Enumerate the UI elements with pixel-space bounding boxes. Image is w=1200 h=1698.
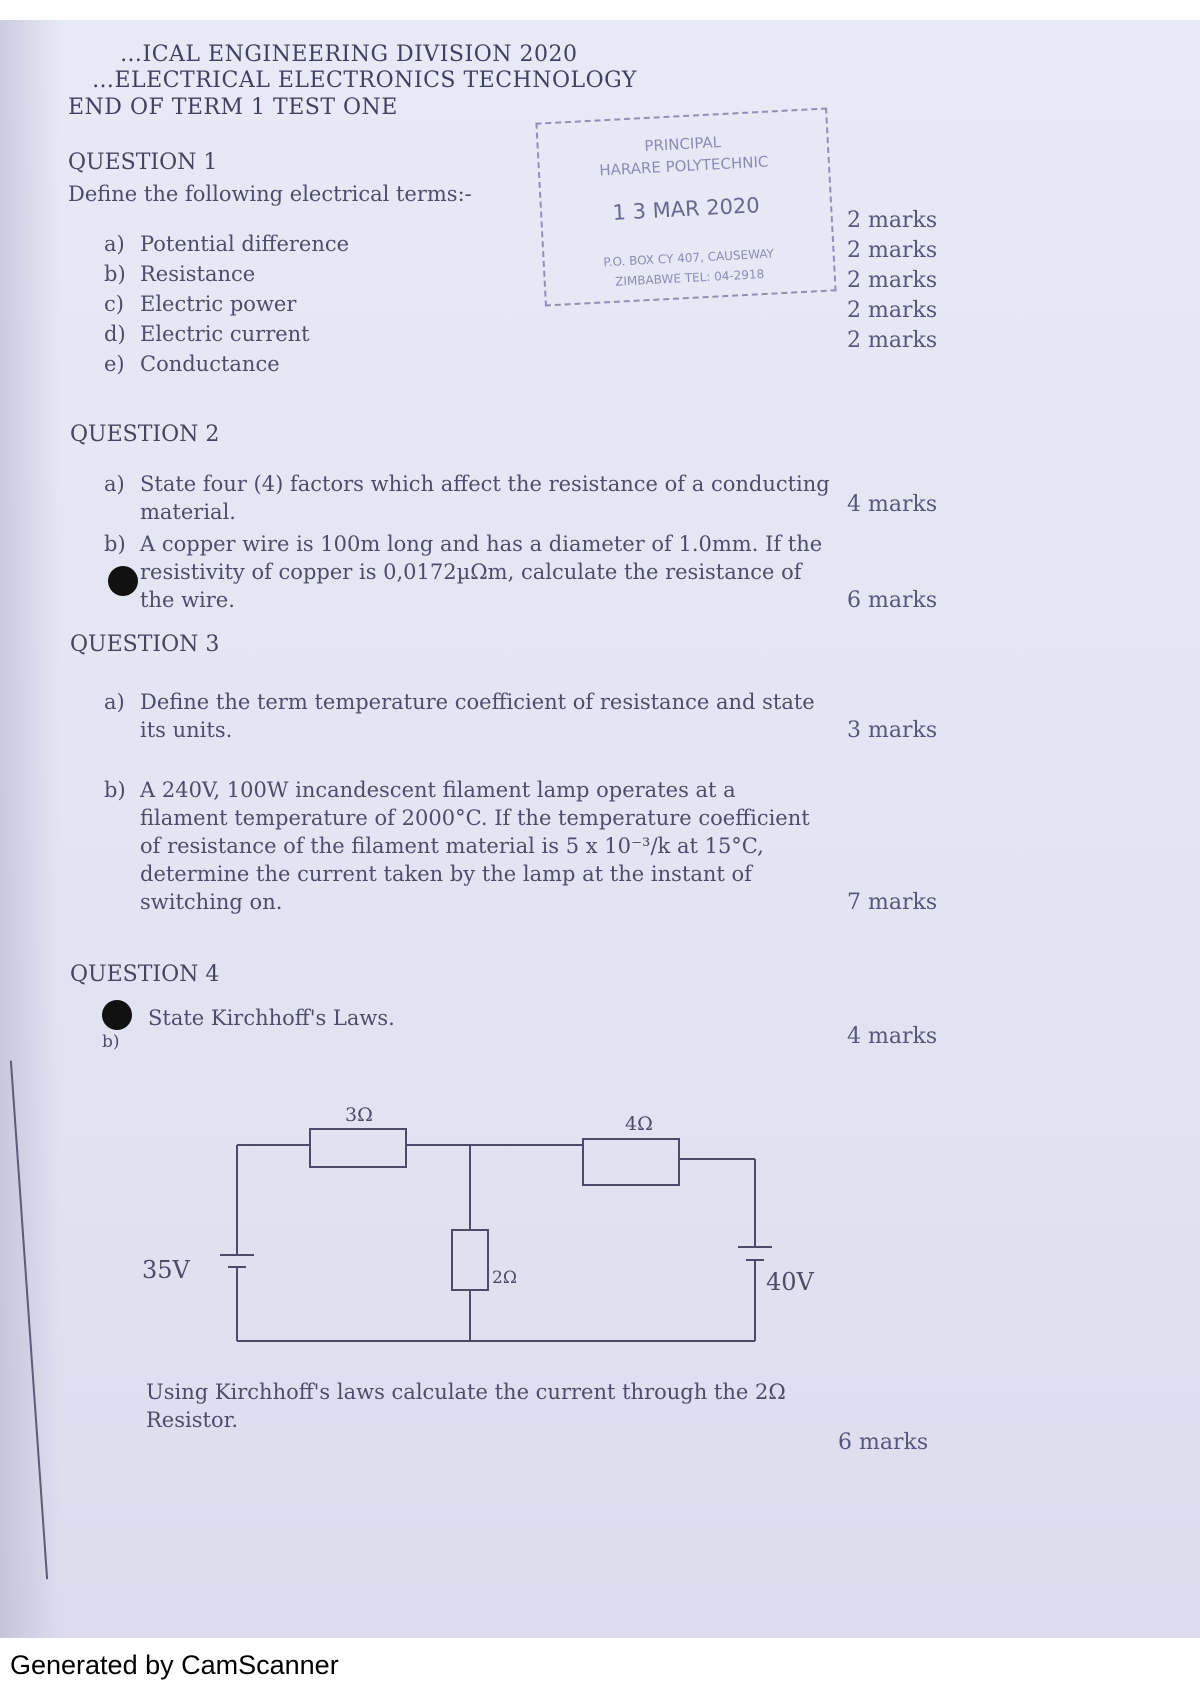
circuit-diagram [140, 1105, 860, 1355]
header-course: …ELECTRICAL ELECTRONICS TECHNOLOGY [92, 68, 637, 93]
q4-b-letter: b) [102, 1032, 120, 1052]
q2-b-line1: A copper wire is 100m long and has a diameter of 1.0mm. If the [140, 532, 823, 556]
question-3-title: QUESTION 3 [70, 632, 220, 657]
item-text: Resistance [140, 262, 256, 286]
item-letter: b) [104, 262, 126, 286]
q2-b-line3: the wire. [140, 588, 235, 612]
q3-b-line2: filament temperature of 2000°C. If the temperature coefficient [140, 806, 810, 830]
resistor-4-ohm [583, 1139, 679, 1185]
q3-b-line5: switching on. [140, 890, 283, 914]
label-35v: 35V [142, 1256, 190, 1284]
q4-b-line1: Using Kirchhoff's laws calculate the current through the 2Ω [146, 1380, 786, 1404]
item-letter: c) [104, 292, 124, 316]
q4-a-marks: 4 marks [847, 1024, 938, 1049]
item-letter: d) [104, 322, 126, 346]
q3-a-line2: its units. [140, 718, 233, 742]
punch-hole-dot [102, 1000, 132, 1030]
header-test: END OF TERM 1 TEST ONE [68, 95, 398, 120]
q1-item-b [104, 262, 255, 286]
question-1-intro: Define the following electrical terms:- [68, 182, 472, 206]
question-2-title: QUESTION 2 [70, 422, 220, 447]
q2-a-line2: material. [140, 500, 236, 524]
q4-a-text: State Kirchhoff's Laws. [148, 1006, 395, 1030]
stamp-address: P.O. BOX CY 407, CAUSEWAY [603, 246, 775, 270]
q1-b-marks: 2 marks [847, 238, 938, 263]
header-division: …ICAL ENGINEERING DIVISION 2020 [120, 42, 578, 67]
q2-b-line2: resistivity of copper is 0,0172µΩm, calculate the resistance of [140, 560, 802, 584]
label-3-ohm: 3Ω [345, 1105, 373, 1126]
scanned-page [0, 20, 1200, 1638]
principal-stamp [535, 107, 836, 306]
q2-a-marks: 4 marks [847, 492, 938, 517]
scanner-watermark: Generated by CamScanner [10, 1650, 339, 1680]
q1-item-c [104, 292, 296, 316]
q3-a-marks: 3 marks [847, 718, 938, 743]
resistor-2-ohm [452, 1230, 488, 1290]
q4-b-line2: Resistor. [146, 1408, 238, 1432]
q1-c-marks: 2 marks [847, 268, 938, 293]
q2-b-letter: b) [104, 532, 126, 556]
q1-a-marks: 2 marks [847, 208, 938, 233]
q3-b-line3: of resistance of the filament material is 5 x 10⁻³/k at 15°C, [140, 834, 764, 858]
q3-b-letter: b) [104, 778, 126, 802]
q4-b-marks: 6 marks [838, 1430, 929, 1455]
item-letter: a) [104, 232, 125, 256]
q3-b-line1: A 240V, 100W incandescent filament lamp operates at a [140, 778, 736, 802]
label-40v: 40V [766, 1268, 814, 1296]
q2-a-letter: a) [104, 472, 125, 496]
item-text: Conductance [140, 352, 280, 376]
resistor-3-ohm [310, 1129, 406, 1167]
q2-a-line1: State four (4) factors which affect the resistance of a conducting [140, 472, 830, 496]
q3-b-marks: 7 marks [847, 890, 938, 915]
q1-item-d [104, 322, 310, 346]
q1-d-marks: 2 marks [847, 298, 938, 323]
item-letter: e) [104, 352, 125, 376]
q1-item-e [104, 352, 280, 376]
question-1-title: QUESTION 1 [68, 150, 218, 175]
stamp-phone: ZIMBABWE TEL: 04-2918 [614, 267, 765, 289]
stamp-date: 1 3 MAR 2020 [611, 193, 761, 225]
q2-b-marks: 6 marks [847, 588, 938, 613]
q3-b-line4: determine the current taken by the lamp at the instant of [140, 862, 752, 886]
item-text: Electric current [140, 322, 310, 346]
question-4-title: QUESTION 4 [70, 962, 220, 987]
punch-hole-dot [108, 566, 138, 596]
q3-a-letter: a) [104, 690, 125, 714]
q1-e-marks: 2 marks [847, 328, 938, 353]
label-4-ohm: 4Ω [625, 1113, 653, 1135]
item-text: Electric power [140, 292, 297, 316]
label-2-ohm: 2Ω [492, 1268, 517, 1288]
item-text: Potential difference [140, 232, 350, 256]
q1-item-a [104, 232, 349, 256]
page-edge-shadow [10, 1061, 48, 1580]
q3-a-line1: Define the term temperature coefficient of resistance and state [140, 690, 815, 714]
stamp-institution: HARARE POLYTECHNIC [598, 152, 769, 180]
stamp-title: PRINCIPAL [643, 133, 722, 156]
